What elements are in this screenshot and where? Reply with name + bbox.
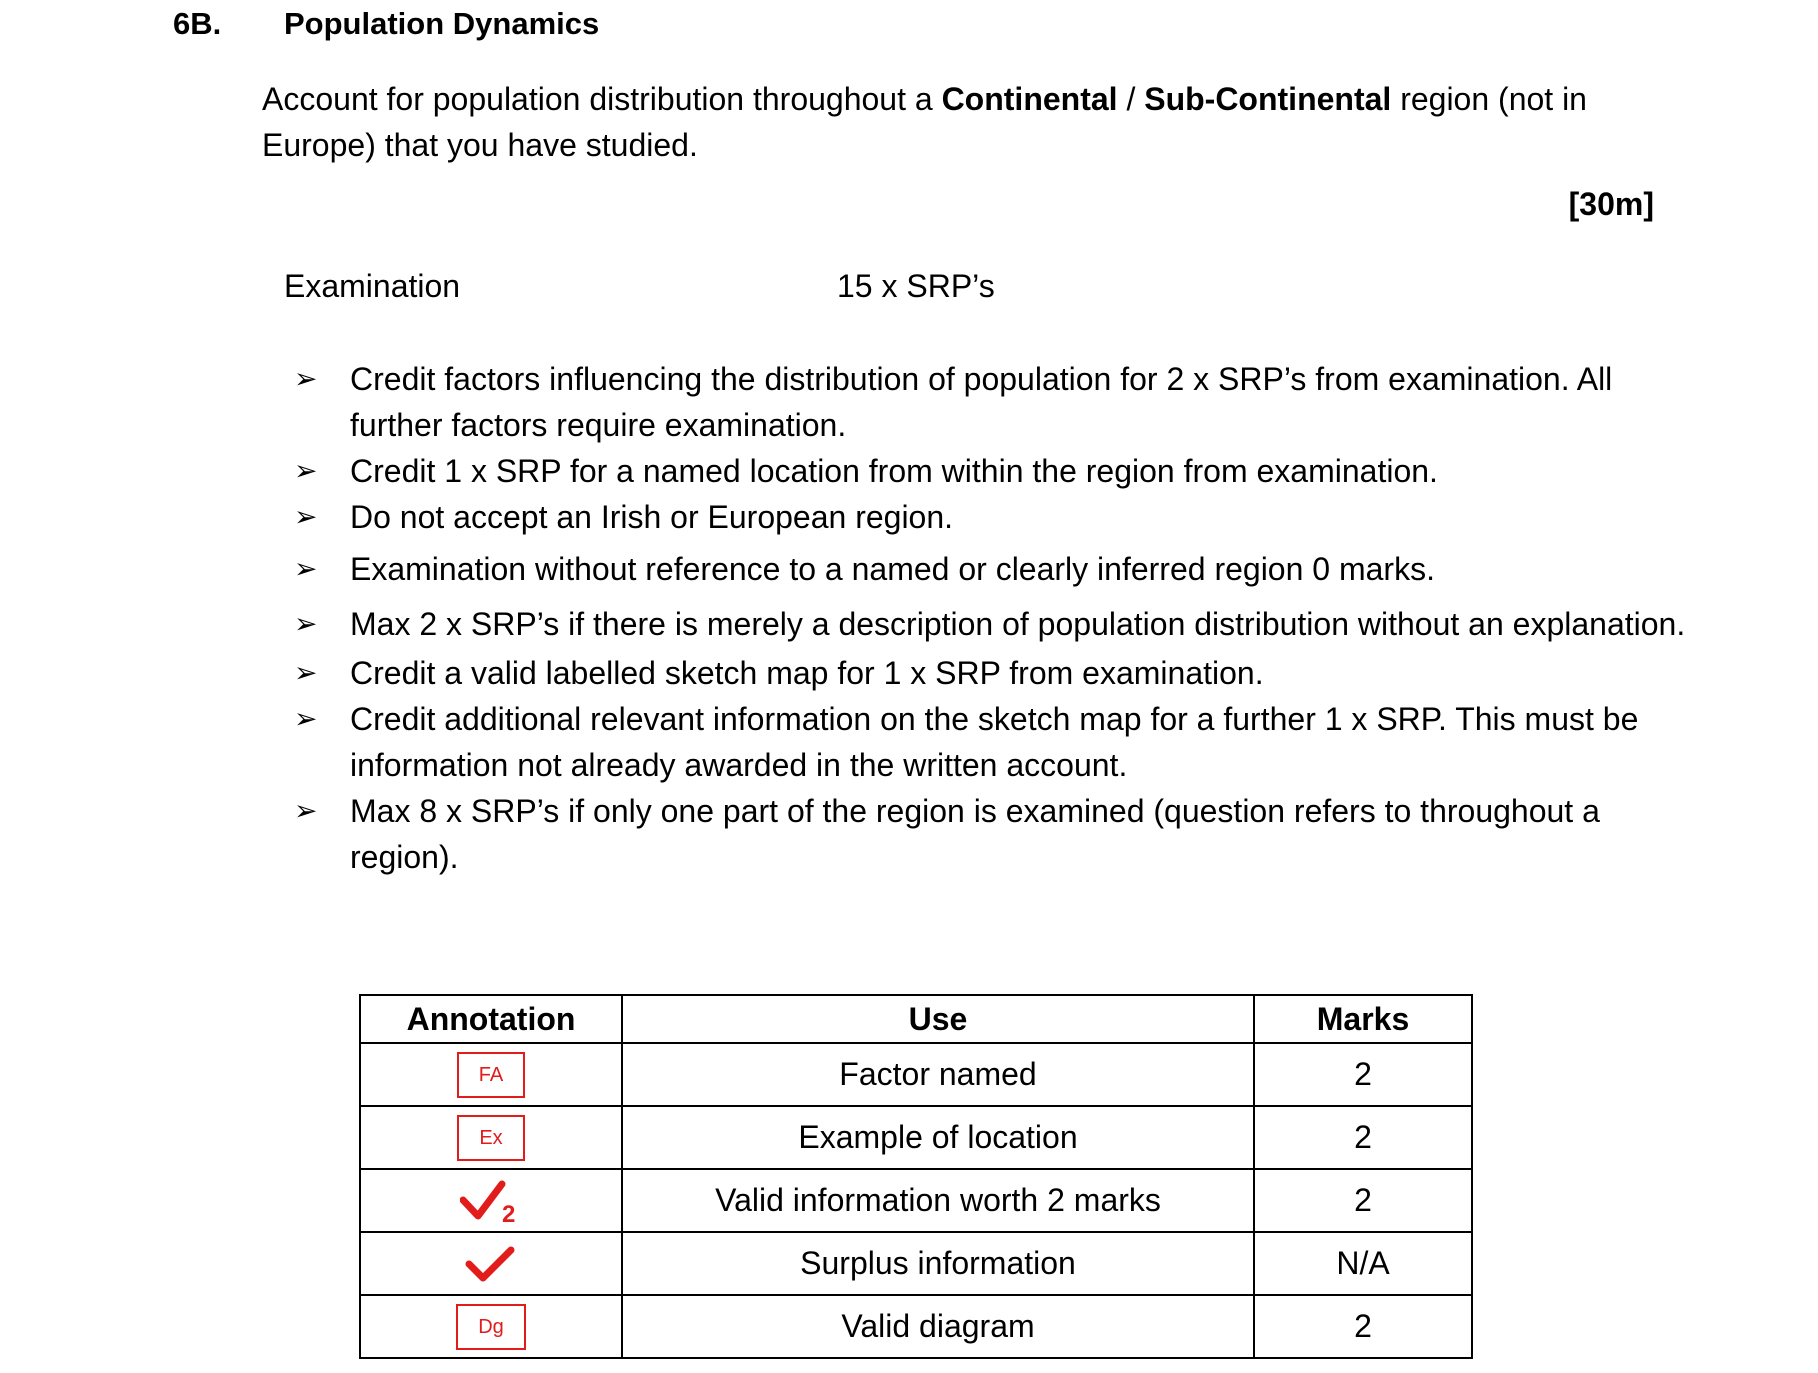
marking-criteria-list <box>290 356 1690 880</box>
list-item-text: Do not accept an Irish or European region. <box>350 499 954 535</box>
arrow-bullet-icon: ➢ <box>294 553 318 584</box>
fa-annotation-icon: FA <box>457 1052 525 1098</box>
question-separator: / <box>1117 81 1145 117</box>
list-item-text: Credit factors influencing the distribution of population for 2 x SRP’s from examination. All further factors require examination. <box>350 361 1613 443</box>
table-row <box>360 1106 1472 1169</box>
annotation-cell <box>360 1169 622 1232</box>
examination-value: 15 x SRP’s <box>837 268 995 304</box>
list-item-text: Max 2 x SRP’s if there is merely a description of population distribution without an explanation. <box>350 606 1686 642</box>
use-cell: Valid information worth 2 marks <box>622 1169 1254 1232</box>
list-item <box>290 788 1690 880</box>
header-use: Use <box>622 995 1254 1043</box>
ex-annotation-icon: Ex <box>457 1115 524 1161</box>
annotation-table <box>359 994 1473 1359</box>
question-number: 6B. <box>173 6 222 41</box>
use-cell: Example of location <box>622 1106 1254 1169</box>
table-header-row <box>360 995 1472 1043</box>
table-row <box>360 1043 1472 1106</box>
question-bold-continental: Continental <box>941 81 1118 117</box>
list-item-text: Max 8 x SRP’s if only one part of the region is examined (question refers to throughout a region). <box>350 793 1600 875</box>
question-part2: region (not in Europe) that you have studied. <box>262 81 1587 163</box>
list-item-text: Credit a valid labelled sketch map for 1 x SRP from examination. <box>350 655 1264 691</box>
header-annotation: Annotation <box>360 995 622 1043</box>
arrow-bullet-icon: ➢ <box>294 363 318 394</box>
list-item-text: Examination without reference to a named or clearly inferred region 0 marks. <box>350 551 1435 587</box>
examination-label: Examination <box>284 268 461 304</box>
use-cell: Valid diagram <box>622 1295 1254 1358</box>
total-marks: [30m] <box>1568 186 1654 222</box>
arrow-bullet-icon: ➢ <box>294 455 318 486</box>
header-marks: Marks <box>1254 995 1472 1043</box>
list-item <box>290 448 1690 494</box>
question-text <box>262 76 1662 168</box>
use-cell: Surplus information <box>622 1232 1254 1295</box>
annotation-cell <box>360 1106 622 1169</box>
question-part1: Account for population distribution throughout a <box>262 81 942 117</box>
tick-2-icon <box>460 1178 522 1224</box>
dg-annotation-icon: Dg <box>456 1304 526 1350</box>
marks-cell: 2 <box>1254 1043 1472 1106</box>
list-item <box>290 650 1690 696</box>
arrow-bullet-icon: ➢ <box>294 657 318 688</box>
list-item <box>290 696 1690 788</box>
tick-2-label: 2 <box>502 1200 516 1224</box>
list-item <box>290 546 1690 592</box>
list-item-text: Credit 1 x SRP for a named location from within the region from examination. <box>350 453 1438 489</box>
list-item <box>290 356 1690 448</box>
arrow-bullet-icon: ➢ <box>294 795 318 826</box>
arrow-bullet-icon: ➢ <box>294 608 318 639</box>
use-cell: Factor named <box>622 1043 1254 1106</box>
marks-cell: 2 <box>1254 1169 1472 1232</box>
list-item-text: Credit additional relevant information on the sketch map for a further 1 x SRP. This must be information not already awarded in the written account. <box>350 701 1639 783</box>
marks-cell: 2 <box>1254 1295 1472 1358</box>
list-item <box>290 598 1690 650</box>
annotation-cell <box>360 1232 622 1295</box>
marks-cell: 2 <box>1254 1106 1472 1169</box>
table-row <box>360 1169 1472 1232</box>
annotation-cell <box>360 1043 622 1106</box>
annotation-cell <box>360 1295 622 1358</box>
question-bold-subcontinental: Sub-Continental <box>1144 81 1392 117</box>
arrow-bullet-icon: ➢ <box>294 703 318 734</box>
section-title: Population Dynamics <box>284 6 600 41</box>
table-row <box>360 1232 1472 1295</box>
arrow-bullet-icon: ➢ <box>294 501 318 532</box>
list-item <box>290 494 1690 540</box>
table-row <box>360 1295 1472 1358</box>
tick-icon <box>465 1244 517 1284</box>
marks-cell: N/A <box>1254 1232 1472 1295</box>
